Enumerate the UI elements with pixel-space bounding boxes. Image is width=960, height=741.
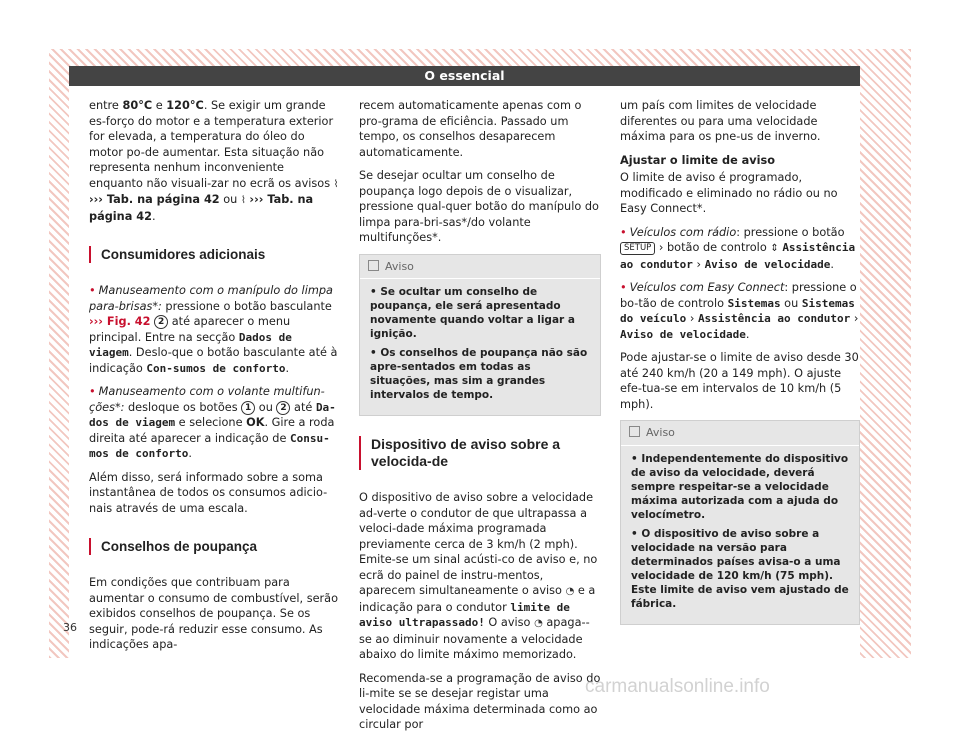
table-link[interactable]: ››› Tab. na página 42 xyxy=(89,193,220,206)
column-1 xyxy=(89,98,341,661)
figure-link[interactable]: ››› Fig. 42 xyxy=(89,315,151,328)
list-item: • Manuseamento com o volante multifun-ções*: desloque os botões 1 ou 2 até Da-dos de viagem e selecione OK. Gire a roda direita até aparecer a indicação de Consu-mos de conforto. xyxy=(89,385,336,460)
list-item: • Os conselhos de poupança não são apre-sentados em todas as situações, mas sim a grandes intervalos de tempo. xyxy=(370,347,588,401)
body-paragraph: Se desejar ocultar um conselho de poupança logo depois de o visualizar, pressione qual-quer botão do manípulo do limpa para-bri-sas*/do volante multifunções*. xyxy=(359,169,599,244)
notice-box-header: Aviso xyxy=(621,421,859,446)
page-number: 36 xyxy=(63,621,77,634)
table-link[interactable]: ››› Tab. na página 42 xyxy=(89,193,314,223)
body-paragraph: Recomenda-se a programação de aviso do li-mite se se desejar registar uma velocidade máxima determinada como ao circular por xyxy=(359,671,601,731)
body-paragraph: um país com limites de velocidade diferentes ou para uma velocidade máxima para os pne-us de inverno. xyxy=(620,99,821,143)
body-paragraph: recem automaticamente apenas com o pro-grama de eficiência. Passado um tempo, os conselhos desaparecem automaticamente. xyxy=(359,99,582,159)
note-icon xyxy=(368,260,379,271)
page-title: O essencial xyxy=(69,66,860,86)
section-heading: Conselhos de poupança xyxy=(89,538,341,555)
oil-temperature-icon: ⌇ xyxy=(240,195,246,206)
callout-number: 1 xyxy=(241,401,255,415)
notice-box xyxy=(620,420,860,625)
speed-warning-icon: ◔ xyxy=(565,586,575,597)
list-item: • Manuseamento com o manípulo do limpa para-brisas*: pressione o botão basculante ››› Fig. 42 2 até aparecer o menu principal. Entre na secção Dados de viagem. Deslo-que o botão basculante até à indicação Con-sumos de conforto. xyxy=(89,284,338,375)
section-heading: Dispositivo de aviso sobre a velocida-de xyxy=(359,436,601,470)
list-item: • Independentemente do dispositivo de aviso da velocidade, deverá sempre respeitar-se a velocidade máxima autorizada com a ajuda do velocímetro. xyxy=(631,452,849,521)
body-paragraph: O dispositivo de aviso sobre a velocidade ad-verte o condutor de que ultrapassa a veloci-dade máxima programada previamente cerca de 3 km/h (2 mph). Emite-se um sinal acústi-co de aviso e, no ecrã do painel de instru-mentos, aparecem simultaneamente o aviso ◔ e a indicação para o condutor limite de aviso ultrapassado! O aviso ◔ apaga--se ao diminuir novamente a velocidade abaixo do limite máximo memorizado. xyxy=(359,491,598,661)
callout-number: 2 xyxy=(154,315,168,329)
watermark: carmanualsonline.info xyxy=(585,676,770,697)
body-paragraph: Além disso, será informado sobre a soma instantânea de todos os consumos adicio-nais através de uma escala. xyxy=(89,470,328,515)
note-icon xyxy=(629,426,640,437)
column-3 xyxy=(620,98,860,639)
callout-number: 2 xyxy=(276,401,290,415)
notice-box xyxy=(359,254,601,417)
subheading: Ajustar o limite de aviso xyxy=(620,153,776,167)
column-2 xyxy=(359,98,601,741)
intro-paragraph: entre 80°C e 120°C. Se exigir um grande es-forço do motor e a temperatura exterior for elevada, a temperatura do óleo do motor po-de aumentar. Esta situação não representa nenhum inconveniente enquanto não visuali-zar no ecrã os avisos ⌇ ››› Tab. na página 42 ou ⌇ ››› Tab. na página 42. xyxy=(89,99,339,223)
list-item: • O dispositivo de aviso sobre a velocidade na versão para determinados países avisa-o a uma velocidade de 120 km/h (75 mph). Este limite de aviso vem ajustado de fábrica. xyxy=(631,527,849,610)
list-item: • Se ocultar um conselho de poupança, ele será apresentado novamente quando voltar a ligar a ignição. xyxy=(370,286,575,340)
body-paragraph: Pode ajustar-se o limite de aviso desde 30 até 240 km/h (20 a 149 mph). O ajuste efe-tua-se em intervalos de 10 km/h (5 mph). xyxy=(620,351,859,411)
body-paragraph: Em condições que contribuam para aumentar o consumo de combustível, serão exibidos conselhos de poupança. Se os seguir, pode-rá reduzir esse consumo. As indicações apa- xyxy=(89,576,339,651)
list-item: • Veículos com Easy Connect: pressione o bo-tão de controlo Sistemas ou Sistemas do veículo › Assistência ao condutor › Aviso de velocidade. xyxy=(620,281,859,341)
up-down-arrow-icon: ⇕ xyxy=(770,243,779,254)
speed-warning-icon: ◔ xyxy=(534,618,543,629)
list-item: • Veículos com rádio: pressione o botão SETUP › botão de controlo ⇕ Assistência ao condutor › Aviso de velocidade. xyxy=(620,225,856,271)
notice-box-header: Aviso xyxy=(360,255,600,280)
notice-box-body xyxy=(360,279,600,415)
section-heading: Consumidores adicionais xyxy=(89,246,341,263)
oil-temperature-icon: ⌇ xyxy=(333,178,339,190)
notice-box-body xyxy=(621,446,859,624)
setup-key: SETUP xyxy=(620,242,655,255)
body-paragraph: O limite de aviso é programado, modificado e eliminado no rádio ou no Easy Connect*. xyxy=(620,171,838,215)
